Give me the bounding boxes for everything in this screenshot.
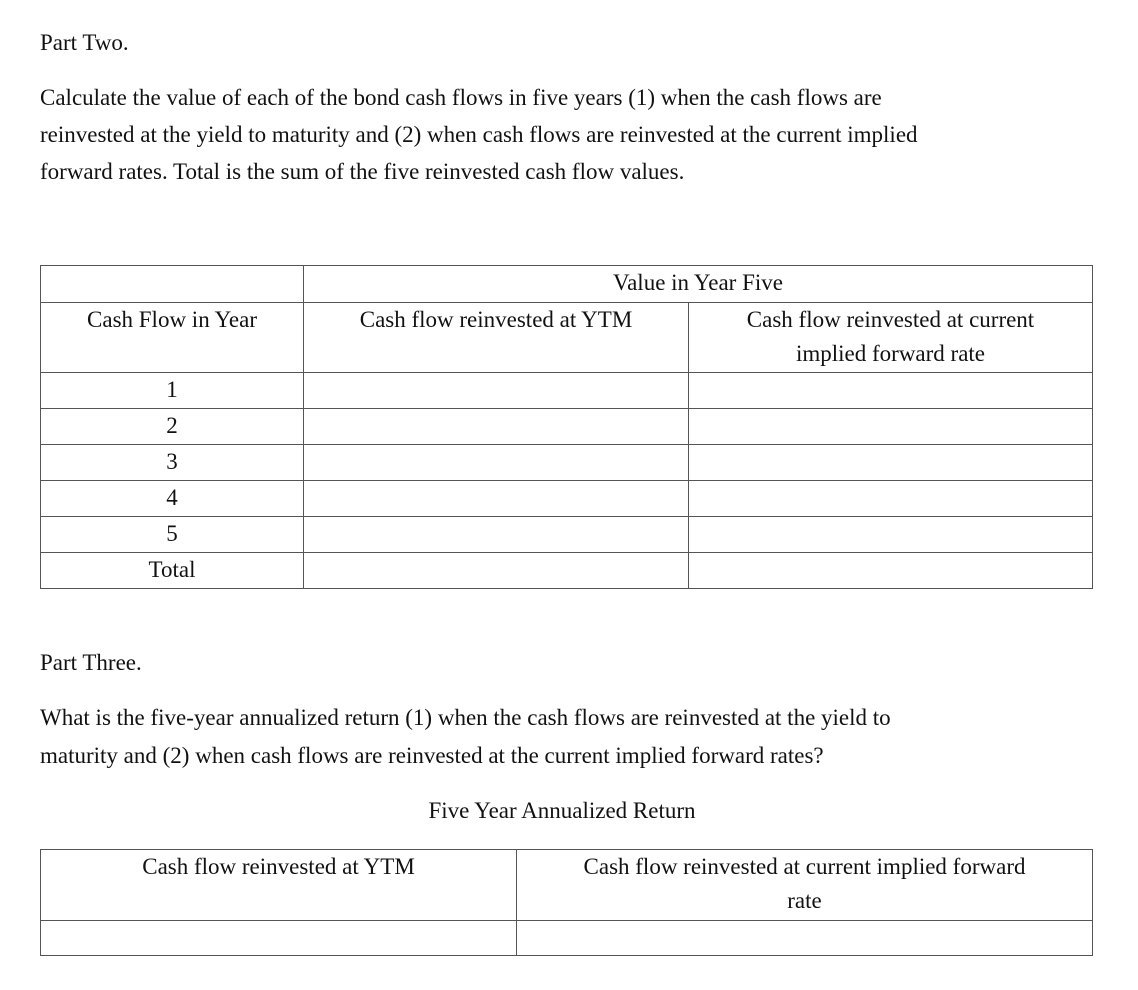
group-header-value-in-year-five: Value in Year Five (304, 266, 1093, 303)
column-header-cash-flow-year: Cash Flow in Year (41, 303, 304, 373)
forward-return-cell[interactable] (517, 921, 1093, 956)
part-two-paragraph-line: forward rates. Total is the sum of the five reinvested cash flow values. (40, 159, 685, 184)
forward-value-cell[interactable] (689, 481, 1093, 517)
column-header-ytm: Cash flow reinvested at YTM (41, 850, 517, 921)
row-label: Total (41, 553, 304, 589)
reinvested-values-table (40, 265, 1093, 589)
table-row (41, 921, 1093, 956)
part-three-heading: Part Three. (40, 650, 142, 675)
table-row (41, 445, 1093, 481)
forward-value-cell[interactable] (689, 517, 1093, 553)
ytm-value-cell[interactable] (304, 373, 689, 409)
table-row (41, 373, 1093, 409)
row-label: 4 (41, 481, 304, 517)
part-two-paragraph-line: Calculate the value of each of the bond cash flows in five years (1) when the cash flows are (40, 85, 882, 110)
column-header-forward-rate: Cash flow reinvested at current implied forward rate (517, 850, 1093, 921)
ytm-value-cell[interactable] (304, 481, 689, 517)
table-row (41, 409, 1093, 445)
column-header-ytm: Cash flow reinvested at YTM (304, 303, 689, 373)
column-header-forward-rate: Cash flow reinvested at current implied forward rate (689, 303, 1093, 373)
row-label: 1 (41, 373, 304, 409)
ytm-value-cell[interactable] (304, 445, 689, 481)
row-label: 3 (41, 445, 304, 481)
table-row (41, 517, 1093, 553)
forward-total-cell[interactable] (689, 553, 1093, 589)
row-label: 2 (41, 409, 304, 445)
table-row (41, 481, 1093, 517)
part-three-paragraph-line: What is the five-year annualized return (1) when the cash flows are reinvested at the yield to (40, 705, 891, 730)
forward-value-cell[interactable] (689, 445, 1093, 481)
empty-header-cell (41, 266, 304, 303)
row-label: 5 (41, 517, 304, 553)
ytm-return-cell[interactable] (41, 921, 517, 956)
part-three-paragraph-line: maturity and (2) when cash flows are reinvested at the current implied forward rates? (40, 743, 824, 768)
ytm-value-cell[interactable] (304, 517, 689, 553)
forward-value-cell[interactable] (689, 373, 1093, 409)
forward-value-cell[interactable] (689, 409, 1093, 445)
part-two-paragraph-line: reinvested at the yield to maturity and (2) when cash flows are reinvested at the current implied (40, 122, 918, 147)
part-two-heading: Part Two. (40, 30, 129, 55)
ytm-total-cell[interactable] (304, 553, 689, 589)
annualized-return-caption: Five Year Annualized Return (428, 798, 696, 823)
ytm-value-cell[interactable] (304, 409, 689, 445)
annualized-return-table (40, 849, 1093, 956)
table-row-total (41, 553, 1093, 589)
